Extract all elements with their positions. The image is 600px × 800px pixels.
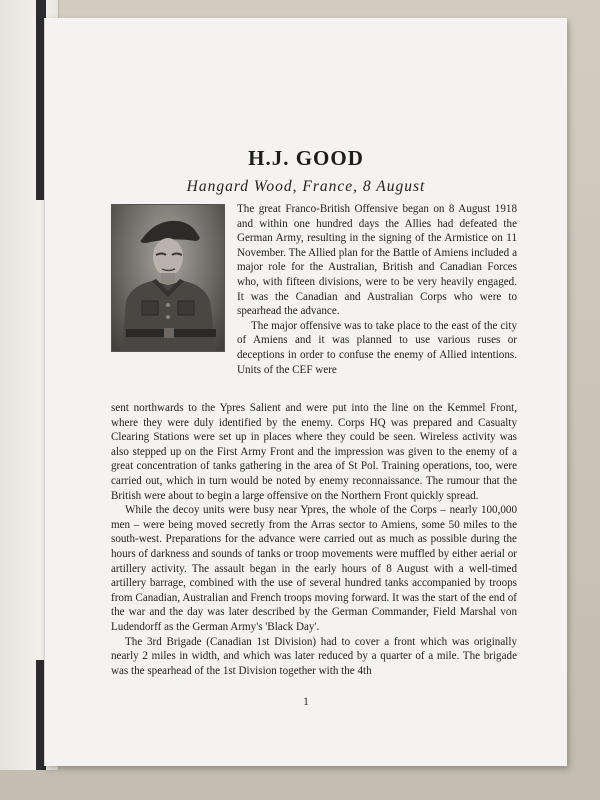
book-page <box>44 18 567 766</box>
page-number: 1 <box>303 694 309 708</box>
body-text <box>111 401 517 678</box>
article-subtitle: Hangard Wood, France, 8 August <box>186 178 426 195</box>
paragraph-4: The 3rd Brigade (Canadian 1st Division) had to cover a front which was originally nearly 2 miles in width, and which was later reduced by a quarter of a mile. The brigade was the spearhead of the 1st Division together with the 4th <box>111 635 517 677</box>
soldier-portrait-photo <box>111 204 225 352</box>
paragraph-3: While the decoy units were busy near Ypres, the whole of the Corps – nearly 100,000 men – were being moved secretly from the Arras sector to Amiens, some 50 miles to the south-west. Preparations for the advance were carried out as much as possible during the hours of darkness and sounds of tanks or troop movements were muffled by either aerial or artillery activity. The assault began in the early hours of 8 August with a well-timed artillery barrage, combined with the use of several hundred tanks accompanied by troops from Canadian, Australian and French troops moving forward. It was the start of the end of the war and the day was later described by the German Commander, Field Marshal von Ludendorff as the German Army's 'Black Day'. <box>111 504 517 633</box>
paragraph-2-continued: sent northwards to the Ypres Salient and were put into the line on the Kemmel Front, where they were duly identified by the enemy. Corps HQ was prepared and Casualty Clearing Stations were set up in places where they could be seen. Wireless activity was also stepped up on the First Army Front and the impression was given to the enemy of a great concentration of tanks gathering in the area of St Pol. Training operations, too, were carried out, which in turn would be noted by enemy reconnaissance. The rumour that the British were about to begin a large offensive on the Northern Front quickly spread. <box>111 402 517 502</box>
paragraph-1: The great Franco-British Offensive began on 8 August 1918 and within one hundred days the Allies had defeated the German Army, resulting in the signing of the Armistice on 11 November. The Allied plan for the Battle of Amiens included a major role for the Australian, British and Canadian Forces who, with fifteen divisions, were to be very heavily engaged. It was the Canadian and Australian Corps who were to spearhead the advance. <box>237 203 517 318</box>
intro-column <box>237 202 517 377</box>
paragraph-2-start: The major offensive was to take place to the east of the city of Amiens and it was planned to use various ruses or deceptions in order to confuse the enemy of Allied intentions. Units of the CEF were <box>237 319 517 376</box>
article-title: H.J. GOOD <box>248 146 364 170</box>
soldier-portrait-icon <box>112 205 224 351</box>
